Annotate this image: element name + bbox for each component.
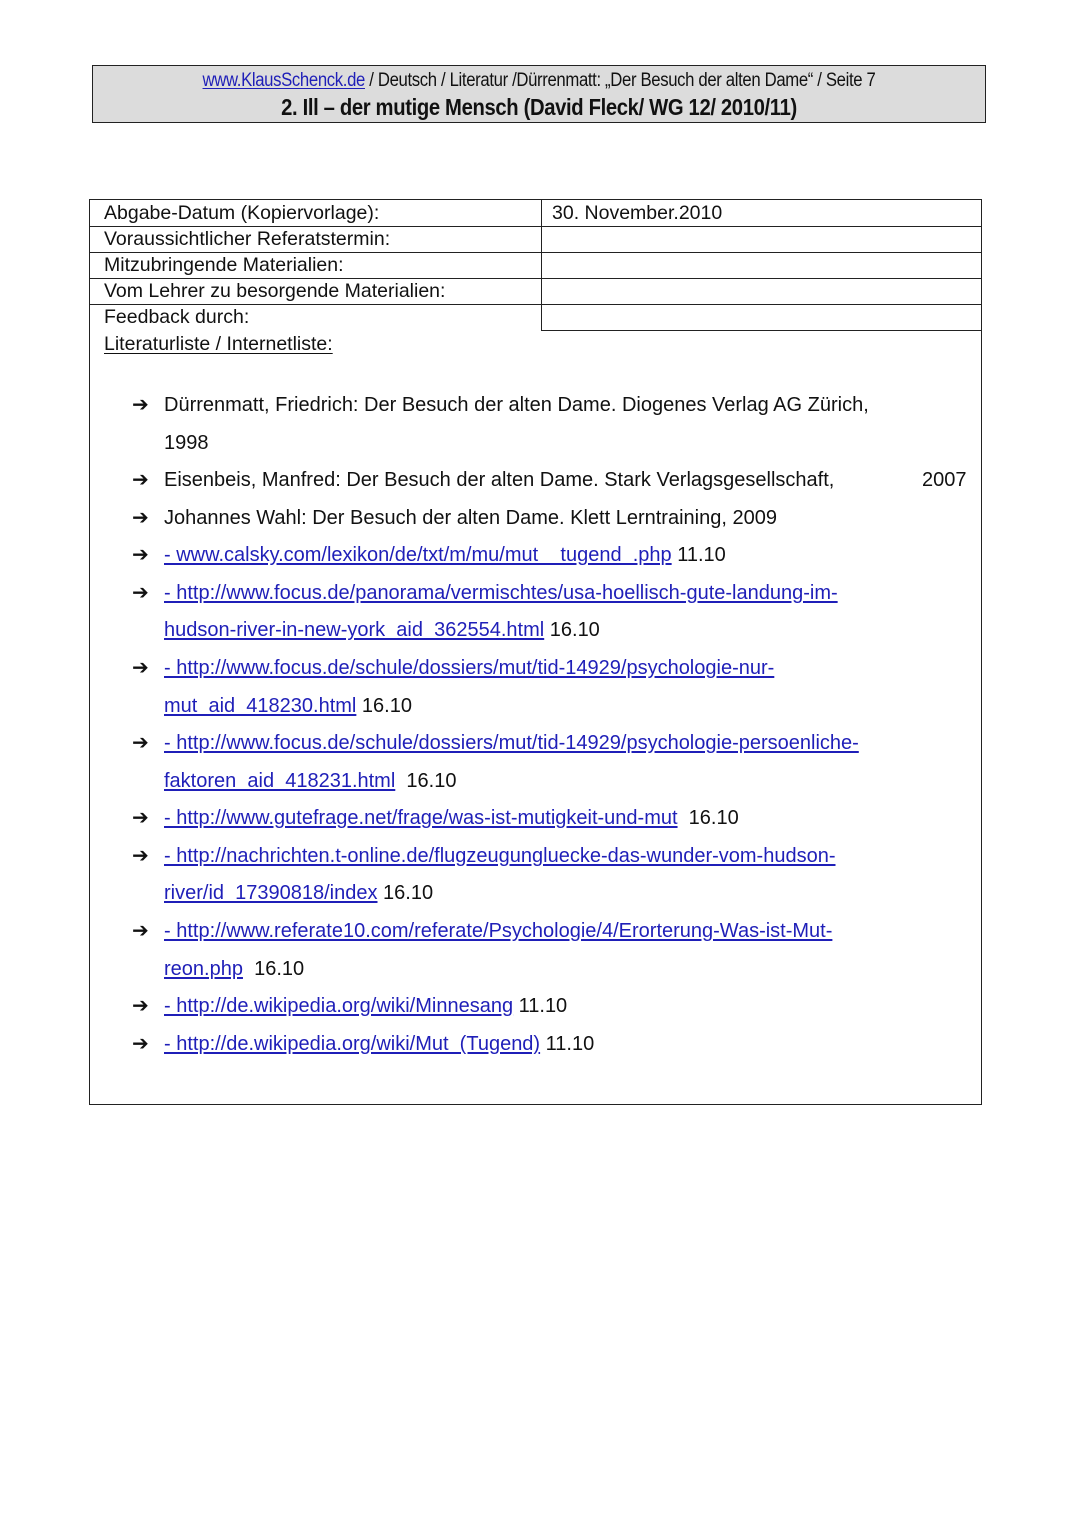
reference-text: Johannes Wahl: Der Besuch der alten Dame. Klett Lerntraining, 2009 (164, 507, 777, 529)
arrow-right-icon: ➔ (132, 507, 149, 529)
arrow-right-icon: ➔ (132, 732, 149, 754)
reference-text: Dürrenmatt, Friedrich: Der Besuch der alten Dame. Diogenes Verlag AG Zürich, (164, 394, 869, 416)
list-item (132, 917, 833, 945)
reference-link[interactable]: - http://de.wikipedia.org/wiki/Minnesang (164, 995, 514, 1017)
reference-year: 2007 (922, 469, 967, 491)
list-item (132, 466, 835, 494)
list-item-continuation (164, 955, 304, 983)
reference-link[interactable]: - http://www.referate10.com/referate/Psychologie/4/Erorterung-Was-ist-Mut- (164, 920, 833, 942)
list-item-continuation (164, 616, 600, 644)
access-date: 11.10 (671, 544, 726, 566)
access-date: 16.10 (242, 958, 305, 980)
reference-link[interactable]: mut_aid_418230.html (164, 695, 357, 717)
reference-link[interactable]: - http://nachrichten.t-online.de/flugzeugungluecke-das-wunder-vom-hudson- (164, 845, 836, 867)
reference-link[interactable]: - http://www.focus.de/panorama/vermischtes/usa-hoellisch-gute-landung-im- (164, 582, 838, 604)
form-label: Vom Lehrer zu besorgende Materialien: (104, 280, 446, 302)
list-item (132, 391, 869, 419)
form-label: Mitzubringende Materialien: (104, 254, 344, 276)
list-item (132, 654, 775, 682)
arrow-right-icon: ➔ (132, 995, 149, 1017)
form-row-materialien (90, 252, 981, 278)
list-item (132, 541, 726, 569)
reference-link[interactable]: - http://www.gutefrage.net/frage/was-ist-mutigkeit-und-mut (164, 807, 678, 829)
form-row-referatstermin (90, 226, 981, 252)
arrow-right-icon: ➔ (132, 544, 149, 566)
reference-link[interactable]: - www.calsky.com/lexikon/de/txt/m/mu/mut__tugend_.php (164, 544, 672, 566)
table-divider (90, 226, 981, 227)
list-item (132, 992, 568, 1020)
reference-link[interactable]: - http://de.wikipedia.org/wiki/Mut_(Tugend) (164, 1033, 541, 1055)
table-divider (90, 304, 981, 305)
access-date: 11.10 (513, 995, 568, 1017)
access-date: 16.10 (395, 770, 457, 792)
list-item-continuation (164, 692, 412, 720)
form-label: Voraussichtlicher Referatstermin: (104, 228, 391, 250)
reference-link[interactable]: faktoren_aid_418231.html (164, 770, 396, 792)
arrow-right-icon: ➔ (132, 1033, 149, 1055)
table-column-divider (541, 200, 542, 331)
list-item (132, 729, 859, 757)
reference-link[interactable]: reon.php (164, 958, 243, 980)
list-item (132, 804, 739, 832)
access-date: 16.10 (377, 882, 434, 904)
access-date: 11.10 (540, 1033, 595, 1055)
site-link[interactable]: www.KlausSchenck.de (202, 70, 365, 91)
arrow-right-icon: ➔ (132, 845, 149, 867)
list-item-continuation (164, 767, 456, 795)
form-row-abgabe (90, 200, 981, 226)
arrow-right-icon: ➔ (132, 394, 149, 416)
list-item-continuation (164, 879, 433, 907)
arrow-right-icon: ➔ (132, 657, 149, 679)
reference-link[interactable]: river/id_17390818/index (164, 882, 378, 904)
list-item (132, 1030, 595, 1058)
reference-link[interactable]: - http://www.focus.de/schule/dossiers/mut/tid-14929/psychologie-nur- (164, 657, 775, 679)
reference-text: 1998 (164, 432, 209, 454)
literature-list-label: Literaturliste / Internetliste: (104, 333, 333, 355)
form-value: 30. November.2010 (552, 202, 723, 224)
form-label: Abgabe-Datum (Kopiervorlage): (104, 202, 380, 224)
assignment-form (89, 199, 982, 1105)
form-row-feedback (90, 304, 981, 330)
access-date: 16.10 (544, 619, 600, 641)
list-item (132, 579, 838, 607)
header-path: / Deutsch / Literatur /Dürrenmatt: „Der Besuch der alten Dame“ / Seite 7 (364, 70, 876, 91)
table-divider (90, 278, 981, 279)
access-date: 16.10 (677, 807, 739, 829)
page-header (92, 65, 986, 123)
form-label: Feedback durch: (104, 306, 250, 328)
access-date: 16.10 (356, 695, 412, 717)
reference-link[interactable]: hudson-river-in-new-york_aid_362554.html (164, 619, 545, 641)
table-divider (90, 252, 981, 253)
table-divider (542, 330, 981, 331)
header-breadcrumb (147, 70, 932, 92)
form-row-lehrer-materialien (90, 278, 981, 304)
reference-link[interactable]: - http://www.focus.de/schule/dossiers/mut/tid-14929/psychologie-persoenliche- (164, 732, 859, 754)
list-item-continuation (164, 429, 209, 457)
reference-text: Eisenbeis, Manfred: Der Besuch der alten Dame. Stark Verlagsgesellschaft, (164, 469, 835, 491)
list-item (132, 504, 777, 532)
arrow-right-icon: ➔ (132, 469, 149, 491)
page-title: 2. Ill – der mutige Mensch (David Fleck/ WG 12/ 2010/11) (281, 94, 797, 120)
arrow-right-icon: ➔ (132, 807, 149, 829)
arrow-right-icon: ➔ (132, 582, 149, 604)
list-item (132, 842, 836, 870)
arrow-right-icon: ➔ (132, 920, 149, 942)
